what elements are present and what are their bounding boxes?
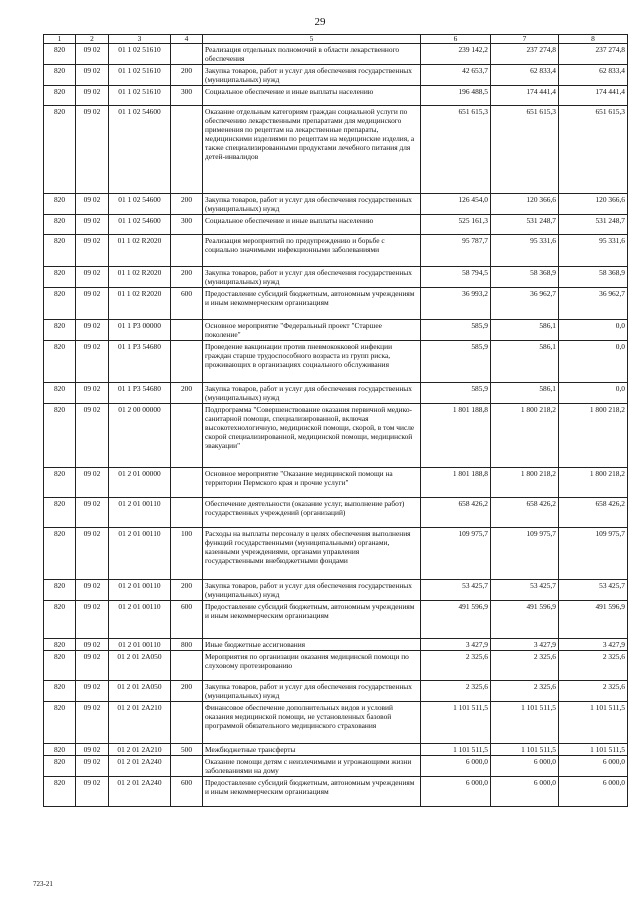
cell-expense-type	[171, 468, 203, 498]
cell-amount-1: 1 101 511,5	[421, 744, 491, 756]
cell-section: 09 02	[76, 702, 109, 744]
cell-description: Предоставление субсидий бюджетным, автономным учреждениям и иным некоммерческим организациям	[203, 288, 421, 320]
page-number: 29	[314, 16, 326, 28]
cell-amount-2: 1 800 218,2	[491, 468, 559, 498]
cell-expense-type	[171, 320, 203, 341]
cell-description: Финансовое обеспечение дополнительных видов и условий оказания медицинской помощи, не установленных базовой программой обязательного медицинского страхования	[203, 702, 421, 744]
cell-expense-type: 200	[171, 681, 203, 702]
cell-section: 09 02	[76, 44, 109, 65]
cell-ministry: 820	[44, 702, 76, 744]
cell-section: 09 02	[76, 320, 109, 341]
cell-target-item: 01 1 P3 54680	[109, 383, 171, 404]
cell-description: Подпрограмма "Совершенствование оказания первичной медико-санитарной помощи, специализированной, включая высокотехнологичную, медицинской помощи, скорой, в том числе скорой специализированной, медицинской помощи, медицинской эвакуации"	[203, 404, 421, 468]
cell-target-item: 01 1 02 54600	[109, 106, 171, 194]
cell-target-item: 01 1 P3 00000	[109, 320, 171, 341]
cell-description: Обеспечение деятельности (оказание услуг, выполнение работ) государственных учреждений (организаций)	[203, 498, 421, 528]
cell-amount-2: 6 000,0	[491, 777, 559, 807]
cell-expense-type	[171, 44, 203, 65]
cell-amount-1: 2 325,6	[421, 651, 491, 681]
cell-ministry: 820	[44, 601, 76, 639]
table-row	[44, 468, 628, 498]
cell-amount-1: 36 993,2	[421, 288, 491, 320]
column-header: 8	[559, 35, 628, 44]
cell-amount-2: 586,1	[491, 320, 559, 341]
cell-target-item: 01 2 01 2А050	[109, 651, 171, 681]
cell-target-item: 01 2 01 00110	[109, 601, 171, 639]
cell-description: Оказание помощи детям с неизлечимыми и угрожающими жизни заболеваниями на дому	[203, 756, 421, 777]
cell-expense-type: 600	[171, 288, 203, 320]
table-header-row	[44, 35, 628, 44]
cell-amount-2: 174 441,4	[491, 86, 559, 106]
table-row	[44, 681, 628, 702]
cell-expense-type: 600	[171, 601, 203, 639]
cell-ministry: 820	[44, 651, 76, 681]
cell-expense-type: 500	[171, 744, 203, 756]
cell-amount-1: 1 101 511,5	[421, 702, 491, 744]
cell-amount-3: 1 101 511,5	[559, 702, 628, 744]
cell-amount-1: 239 142,2	[421, 44, 491, 65]
cell-description: Оказание отдельным категориям граждан социальной услуги по обеспечению лекарственными препаратами для медицинского применения по рецептам на лекарственные препараты, медицинскими изделиями по рецептам на медицинские изделия, а также специализированными продуктами лечебного питания для детей-инвалидов	[203, 106, 421, 194]
cell-amount-1: 1 801 188,8	[421, 468, 491, 498]
table-row	[44, 528, 628, 580]
cell-section: 09 02	[76, 106, 109, 194]
cell-target-item: 01 1 02 51610	[109, 86, 171, 106]
cell-ministry: 820	[44, 86, 76, 106]
cell-amount-2: 586,1	[491, 383, 559, 404]
cell-expense-type	[171, 404, 203, 468]
cell-section: 09 02	[76, 468, 109, 498]
cell-ministry: 820	[44, 383, 76, 404]
cell-amount-1: 126 454,0	[421, 194, 491, 215]
cell-description: Закупка товаров, работ и услуг для обеспечения государственных (муниципальных) нужд	[203, 194, 421, 215]
table-row	[44, 235, 628, 267]
cell-amount-2: 531 248,7	[491, 215, 559, 235]
cell-expense-type	[171, 756, 203, 777]
cell-description: Расходы на выплаты персоналу в целях обеспечения выполнения функций государственными (муниципальными) органами, казенными учреждениями, органами управления государственными внебюджетными фондами	[203, 528, 421, 580]
table-row	[44, 601, 628, 639]
cell-ministry: 820	[44, 106, 76, 194]
cell-target-item: 01 1 02 51610	[109, 44, 171, 65]
cell-amount-3: 36 962,7	[559, 288, 628, 320]
cell-ministry: 820	[44, 528, 76, 580]
cell-section: 09 02	[76, 341, 109, 383]
cell-expense-type: 200	[171, 383, 203, 404]
table-row	[44, 651, 628, 681]
cell-target-item: 01 2 01 00110	[109, 498, 171, 528]
cell-expense-type: 800	[171, 639, 203, 651]
cell-expense-type: 300	[171, 215, 203, 235]
cell-expense-type	[171, 106, 203, 194]
cell-description: Межбюджетные трансферты	[203, 744, 421, 756]
cell-amount-1: 53 425,7	[421, 580, 491, 601]
table-row	[44, 498, 628, 528]
cell-amount-1: 651 615,3	[421, 106, 491, 194]
cell-ministry: 820	[44, 267, 76, 288]
cell-expense-type: 200	[171, 194, 203, 215]
cell-ministry: 820	[44, 288, 76, 320]
cell-ministry: 820	[44, 194, 76, 215]
cell-amount-3: 120 366,6	[559, 194, 628, 215]
cell-section: 09 02	[76, 215, 109, 235]
cell-section: 09 02	[76, 86, 109, 106]
cell-target-item: 01 1 02 R2020	[109, 267, 171, 288]
table-body	[44, 44, 628, 807]
cell-amount-1: 2 325,6	[421, 681, 491, 702]
cell-ministry: 820	[44, 215, 76, 235]
cell-amount-3: 0,0	[559, 341, 628, 383]
cell-section: 09 02	[76, 194, 109, 215]
cell-amount-3: 1 101 511,5	[559, 744, 628, 756]
cell-description: Предоставление субсидий бюджетным, автономным учреждениям и иным некоммерческим организациям	[203, 601, 421, 639]
cell-description: Основное мероприятие "Федеральный проект "Старшее поколение"	[203, 320, 421, 341]
cell-expense-type	[171, 498, 203, 528]
cell-amount-2: 53 425,7	[491, 580, 559, 601]
cell-amount-3: 1 800 218,2	[559, 404, 628, 468]
cell-expense-type	[171, 235, 203, 267]
cell-target-item: 01 1 02 R2020	[109, 235, 171, 267]
cell-description: Закупка товаров, работ и услуг для обеспечения государственных (муниципальных) нужд	[203, 580, 421, 601]
cell-amount-3: 53 425,7	[559, 580, 628, 601]
cell-amount-2: 651 615,3	[491, 106, 559, 194]
footer-code: 723-21	[33, 880, 53, 888]
cell-description: Закупка товаров, работ и услуг для обеспечения государственных (муниципальных) нужд	[203, 383, 421, 404]
cell-section: 09 02	[76, 601, 109, 639]
cell-amount-3: 6 000,0	[559, 777, 628, 807]
cell-ministry: 820	[44, 777, 76, 807]
budget-table	[43, 34, 628, 807]
cell-description: Социальное обеспечение и иные выплаты населению	[203, 86, 421, 106]
cell-amount-2: 36 962,7	[491, 288, 559, 320]
cell-target-item: 01 2 01 00000	[109, 468, 171, 498]
cell-description: Предоставление субсидий бюджетным, автономным учреждениям и иным некоммерческим организациям	[203, 777, 421, 807]
table-row	[44, 744, 628, 756]
cell-amount-2: 1 800 218,2	[491, 404, 559, 468]
cell-ministry: 820	[44, 44, 76, 65]
cell-expense-type	[171, 341, 203, 383]
cell-expense-type: 100	[171, 528, 203, 580]
table-row	[44, 267, 628, 288]
cell-target-item: 01 2 01 2А210	[109, 744, 171, 756]
cell-amount-3: 491 596,9	[559, 601, 628, 639]
cell-amount-3: 58 368,9	[559, 267, 628, 288]
cell-ministry: 820	[44, 468, 76, 498]
table-row	[44, 777, 628, 807]
cell-description: Социальное обеспечение и иные выплаты населению	[203, 215, 421, 235]
table-row	[44, 639, 628, 651]
cell-section: 09 02	[76, 681, 109, 702]
cell-amount-3: 651 615,3	[559, 106, 628, 194]
table-row	[44, 86, 628, 106]
cell-ministry: 820	[44, 639, 76, 651]
table-row	[44, 44, 628, 65]
cell-expense-type: 600	[171, 777, 203, 807]
cell-amount-1: 95 787,7	[421, 235, 491, 267]
cell-amount-2: 237 274,8	[491, 44, 559, 65]
cell-section: 09 02	[76, 404, 109, 468]
table-row	[44, 65, 628, 86]
cell-section: 09 02	[76, 267, 109, 288]
cell-amount-2: 62 833,4	[491, 65, 559, 86]
table-row	[44, 106, 628, 194]
cell-amount-3: 174 441,4	[559, 86, 628, 106]
cell-expense-type: 200	[171, 580, 203, 601]
cell-description: Закупка товаров, работ и услуг для обеспечения государственных (муниципальных) нужд	[203, 267, 421, 288]
cell-amount-2: 658 426,2	[491, 498, 559, 528]
cell-amount-1: 658 426,2	[421, 498, 491, 528]
cell-amount-3: 658 426,2	[559, 498, 628, 528]
cell-description: Иные бюджетные ассигнования	[203, 639, 421, 651]
cell-target-item: 01 2 01 2А240	[109, 777, 171, 807]
cell-amount-3: 1 800 218,2	[559, 468, 628, 498]
cell-section: 09 02	[76, 639, 109, 651]
cell-ministry: 820	[44, 65, 76, 86]
cell-amount-3: 0,0	[559, 383, 628, 404]
cell-amount-1: 42 653,7	[421, 65, 491, 86]
cell-expense-type: 200	[171, 267, 203, 288]
cell-amount-1: 6 000,0	[421, 777, 491, 807]
column-header: 3	[109, 35, 171, 44]
table-row	[44, 580, 628, 601]
cell-amount-1: 3 427,9	[421, 639, 491, 651]
cell-ministry: 820	[44, 235, 76, 267]
cell-section: 09 02	[76, 744, 109, 756]
cell-ministry: 820	[44, 580, 76, 601]
cell-target-item: 01 2 01 2А050	[109, 681, 171, 702]
cell-description: Закупка товаров, работ и услуг для обеспечения государственных (муниципальных) нужд	[203, 65, 421, 86]
cell-target-item: 01 2 01 2А210	[109, 702, 171, 744]
table-row	[44, 404, 628, 468]
cell-ministry: 820	[44, 341, 76, 383]
cell-amount-1: 6 000,0	[421, 756, 491, 777]
cell-amount-3: 6 000,0	[559, 756, 628, 777]
cell-amount-3: 95 331,6	[559, 235, 628, 267]
cell-description: Реализация отдельных полномочий в области лекарственного обеспечения	[203, 44, 421, 65]
table-row	[44, 341, 628, 383]
cell-amount-2: 1 101 511,5	[491, 702, 559, 744]
cell-description: Закупка товаров, работ и услуг для обеспечения государственных (муниципальных) нужд	[203, 681, 421, 702]
cell-description: Основное мероприятие "Оказание медицинской помощи на территории Пермского края и прочие услуги"	[203, 468, 421, 498]
column-header: 2	[76, 35, 109, 44]
cell-description: Реализация мероприятий по предупреждению и борьбе с социально значимыми инфекционными заболеваниями	[203, 235, 421, 267]
column-header: 7	[491, 35, 559, 44]
cell-amount-2: 2 325,6	[491, 681, 559, 702]
cell-target-item: 01 1 02 R2020	[109, 288, 171, 320]
cell-amount-2: 120 366,6	[491, 194, 559, 215]
cell-amount-1: 109 975,7	[421, 528, 491, 580]
cell-amount-1: 585,9	[421, 320, 491, 341]
cell-target-item: 01 2 01 2А240	[109, 756, 171, 777]
cell-description: Мероприятия по организации оказания медицинской помощи по слуховому протезированию	[203, 651, 421, 681]
table-row	[44, 320, 628, 341]
cell-amount-3: 109 975,7	[559, 528, 628, 580]
table-row	[44, 288, 628, 320]
cell-section: 09 02	[76, 235, 109, 267]
cell-ministry: 820	[44, 498, 76, 528]
column-header: 4	[171, 35, 203, 44]
cell-section: 09 02	[76, 383, 109, 404]
cell-amount-2: 3 427,9	[491, 639, 559, 651]
cell-amount-2: 95 331,6	[491, 235, 559, 267]
cell-amount-2: 491 596,9	[491, 601, 559, 639]
cell-amount-1: 491 596,9	[421, 601, 491, 639]
cell-section: 09 02	[76, 528, 109, 580]
cell-amount-3: 2 325,6	[559, 681, 628, 702]
cell-amount-3: 62 833,4	[559, 65, 628, 86]
cell-amount-3: 3 427,9	[559, 639, 628, 651]
cell-target-item: 01 2 01 00110	[109, 528, 171, 580]
table-row	[44, 756, 628, 777]
cell-amount-2: 58 368,9	[491, 267, 559, 288]
cell-amount-1: 1 801 188,8	[421, 404, 491, 468]
cell-amount-1: 58 794,5	[421, 267, 491, 288]
cell-amount-3: 0,0	[559, 320, 628, 341]
cell-amount-1: 525 161,3	[421, 215, 491, 235]
table-row	[44, 194, 628, 215]
cell-section: 09 02	[76, 756, 109, 777]
cell-amount-2: 109 975,7	[491, 528, 559, 580]
table-row	[44, 702, 628, 744]
cell-amount-1: 196 488,5	[421, 86, 491, 106]
cell-section: 09 02	[76, 651, 109, 681]
cell-amount-1: 585,9	[421, 341, 491, 383]
cell-amount-2: 1 101 511,5	[491, 744, 559, 756]
cell-ministry: 820	[44, 404, 76, 468]
cell-expense-type: 200	[171, 65, 203, 86]
cell-section: 09 02	[76, 498, 109, 528]
cell-section: 09 02	[76, 65, 109, 86]
cell-section: 09 02	[76, 777, 109, 807]
table-row	[44, 383, 628, 404]
cell-ministry: 820	[44, 320, 76, 341]
cell-amount-3: 237 274,8	[559, 44, 628, 65]
cell-amount-1: 585,9	[421, 383, 491, 404]
cell-ministry: 820	[44, 681, 76, 702]
cell-amount-2: 2 325,6	[491, 651, 559, 681]
cell-target-item: 01 2 00 00000	[109, 404, 171, 468]
cell-target-item: 01 1 02 54600	[109, 194, 171, 215]
cell-expense-type	[171, 651, 203, 681]
cell-amount-3: 2 325,6	[559, 651, 628, 681]
table-row	[44, 215, 628, 235]
cell-section: 09 02	[76, 580, 109, 601]
cell-description: Проведение вакцинации против пневмококковой инфекции граждан старше трудоспособного возраста из групп риска, проживающих в организациях социального обслуживания	[203, 341, 421, 383]
cell-expense-type: 300	[171, 86, 203, 106]
cell-amount-3: 531 248,7	[559, 215, 628, 235]
cell-target-item: 01 1 02 54600	[109, 215, 171, 235]
cell-section: 09 02	[76, 288, 109, 320]
cell-amount-2: 6 000,0	[491, 756, 559, 777]
cell-ministry: 820	[44, 744, 76, 756]
column-header: 6	[421, 35, 491, 44]
cell-expense-type	[171, 702, 203, 744]
cell-ministry: 820	[44, 756, 76, 777]
cell-target-item: 01 1 02 51610	[109, 65, 171, 86]
column-header: 1	[44, 35, 76, 44]
cell-target-item: 01 2 01 00110	[109, 639, 171, 651]
cell-amount-2: 586,1	[491, 341, 559, 383]
cell-target-item: 01 2 01 00110	[109, 580, 171, 601]
cell-target-item: 01 1 P3 54680	[109, 341, 171, 383]
column-header: 5	[203, 35, 421, 44]
